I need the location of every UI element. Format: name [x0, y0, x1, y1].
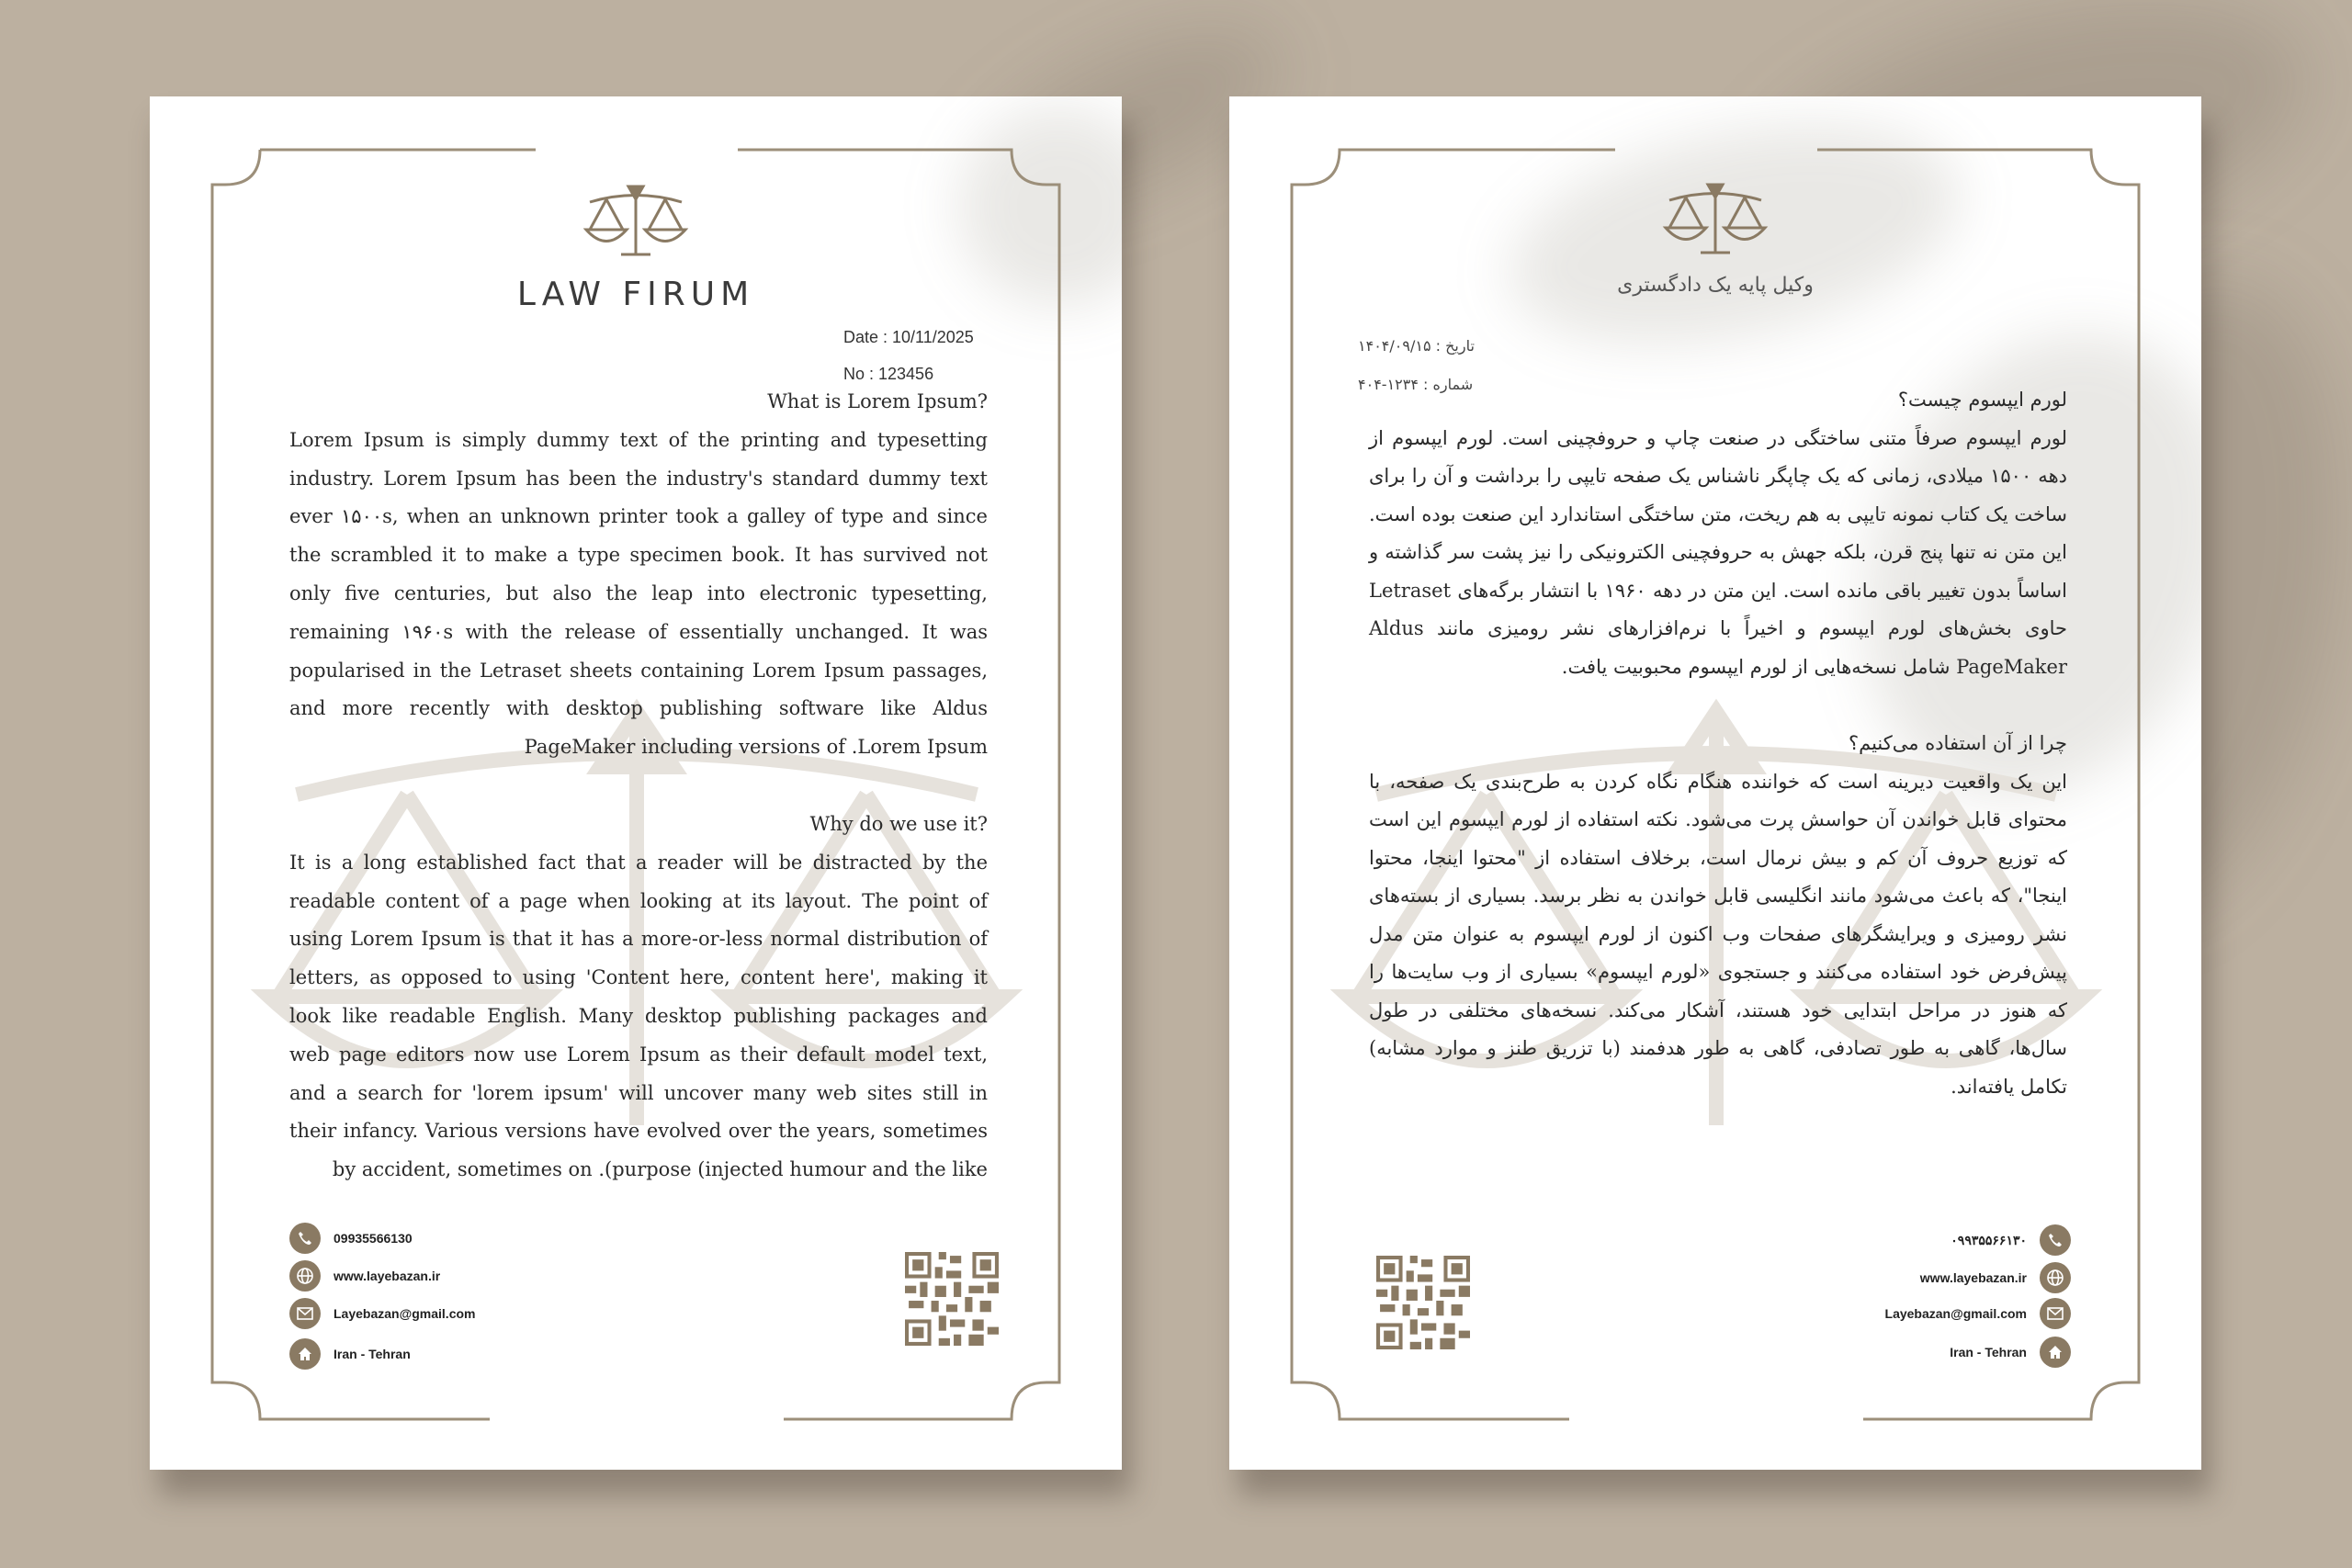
phone-icon [289, 1223, 321, 1254]
contact-website [1920, 1262, 2071, 1293]
document-number: No : 123456 [843, 365, 934, 383]
section-heading: چرا از آن استفاده می‌کنیم؟ [1848, 732, 2067, 754]
phone-icon [2040, 1224, 2071, 1256]
contact-website [289, 1260, 440, 1292]
contact-address [1950, 1337, 2071, 1368]
section-heading: ?Why do we use it [809, 812, 988, 835]
paragraph: Lorem Ipsum is simply dummy text of the printing and typesetting industry. Lorem Ipsum has been the industry's standard dummy text ever ۱۵۰۰s, when an unknown printer took a galley of type and since the scrambled it to make a type specimen book. It has survived not only five centuries, but also the leap into electronic typesetting, remaining ۱۹۶۰s with the release of essentially unchanged. It was popularised in the Letraset sheets containing Lorem Ipsum passages, and more recently with desktop publishing software like Aldus PageMaker including versions of .Lorem Ipsum [289, 428, 988, 759]
scales-logo [581, 179, 691, 262]
website: www.layebazan.ir [334, 1269, 441, 1283]
document-number: شماره : ۱۲۳۴-۴۰۴ [1358, 376, 1474, 393]
brand-name: وکیل پایه یک دادگستری [1617, 274, 1814, 297]
globe-icon [289, 1260, 321, 1292]
brand-name: LAW FIRUM [516, 276, 755, 313]
letterhead-persian [1229, 96, 2201, 1470]
letterhead-english [150, 96, 1122, 1470]
contact-phone [289, 1223, 413, 1254]
website: www.layebazan.ir [1919, 1270, 2027, 1285]
contact-address [289, 1338, 411, 1370]
paragraph: این یک واقعیت دیرینه است که خواننده هنگام نگاه کردن به طرح‌بندی یک صفحه، با محتوای قابل خواندن آن حواسش پرت می‌شود. نکته استفاده از لورم ایپسوم این است که توزیع حروف آن کم و بیش نرمال است، برخلاف استفاده از "محتوا اینجا، محتوا اینجا"، که باعث می‌شود مانند انگلیسی قابل خواندن به نظر برسد. بسیاری از بسته‌های نشر رومیزی و ویرایشگرهای صفحات وب اکنون از لورم ایپسوم به عنوان متن مدل پیش‌فرض خود استفاده می‌کنند و جستجوی «لورم ایپسوم» بسیاری از وب سایت‌ها را که هنوز در مراحل ابتدایی خود هستند، آشکار می‌کند. نسخه‌های مختلفی در طول سال‌ها، گاهی به طور تصادفی، گاهی به طور هدفمند (با تزریق طنز و موارد مشابه) تکامل یافته‌اند. [1369, 770, 2067, 1098]
letter-body [1369, 381, 2067, 1106]
qr-code [1376, 1256, 1470, 1349]
section-heading: لورم ایپسوم چیست؟ [1897, 389, 2067, 411]
mail-icon [2040, 1298, 2071, 1329]
email: Layebazan@gmail.com [334, 1306, 476, 1321]
contact-email [1885, 1298, 2071, 1329]
scales-logo [1660, 177, 1770, 260]
contact-email [289, 1298, 475, 1329]
contact-phone [1951, 1224, 2071, 1256]
email: Layebazan@gmail.com [1884, 1306, 2027, 1321]
home-icon [289, 1338, 321, 1370]
paragraph: It is a long established fact that a reader will be distracted by the readable content of a page when looking at its layout. The point of using Lorem Ipsum is that it has a more-or-less normal distribution of letters, as opposed to using 'Content here, content here', making it look like readable English. Many desktop publishing packages and web page editors now use Lorem Ipsum as their default model text, and a search for 'lorem ipsum' will uncover many web sites still in their infancy. Various versions have evolved over the years, sometimes by accident, sometimes on .(purpose (injected humour and the like [289, 851, 988, 1181]
document-date: تاریخ : ۱۴۰۴/۰۹/۱۵ [1358, 337, 1475, 355]
address: Iran - Tehran [334, 1347, 411, 1361]
letter-body [289, 383, 988, 1190]
section-heading: ?What is Lorem Ipsum [767, 390, 988, 412]
globe-icon [2040, 1262, 2071, 1293]
phone-number: 09935566130 [334, 1231, 413, 1246]
address: Iran - Tehran [1950, 1345, 2027, 1359]
mail-icon [289, 1298, 321, 1329]
phone-number: ۰۹۹۳۵۵۶۶۱۳۰ [1951, 1232, 2027, 1247]
home-icon [2040, 1337, 2071, 1368]
qr-code [905, 1252, 999, 1346]
paragraph: لورم ایپسوم صرفاً متنی ساختگی در صنعت چاپ و حروفچینی است. لورم ایپسوم از دهه ۱۵۰۰ میلادی، زمانی که یک چاپگر ناشناس یک صفحه تایپی را برداشت و آن را برای ساخت یک کتاب نمونه تایپی به هم ریخت، متن ساختگی استاندارد این صنعت بوده است. این متن نه تنها پنج قرن، بلکه جهش به حروفچینی الکترونیکی را نیز پشت سر گذاشته و اساساً بدون تغییر باقی مانده است. این متن در دهه ۱۹۶۰ با انتشار برگه‌های Letraset حاوی بخش‌های لورم ایپسوم و اخیراً با نرم‌افزارهای نشر رومیزی مانند Aldus PageMaker شامل نسخه‌هایی از لورم ایپسوم محبوبیت یافت. [1369, 426, 2067, 678]
document-date: Date : 10/11/2025 [843, 328, 974, 346]
